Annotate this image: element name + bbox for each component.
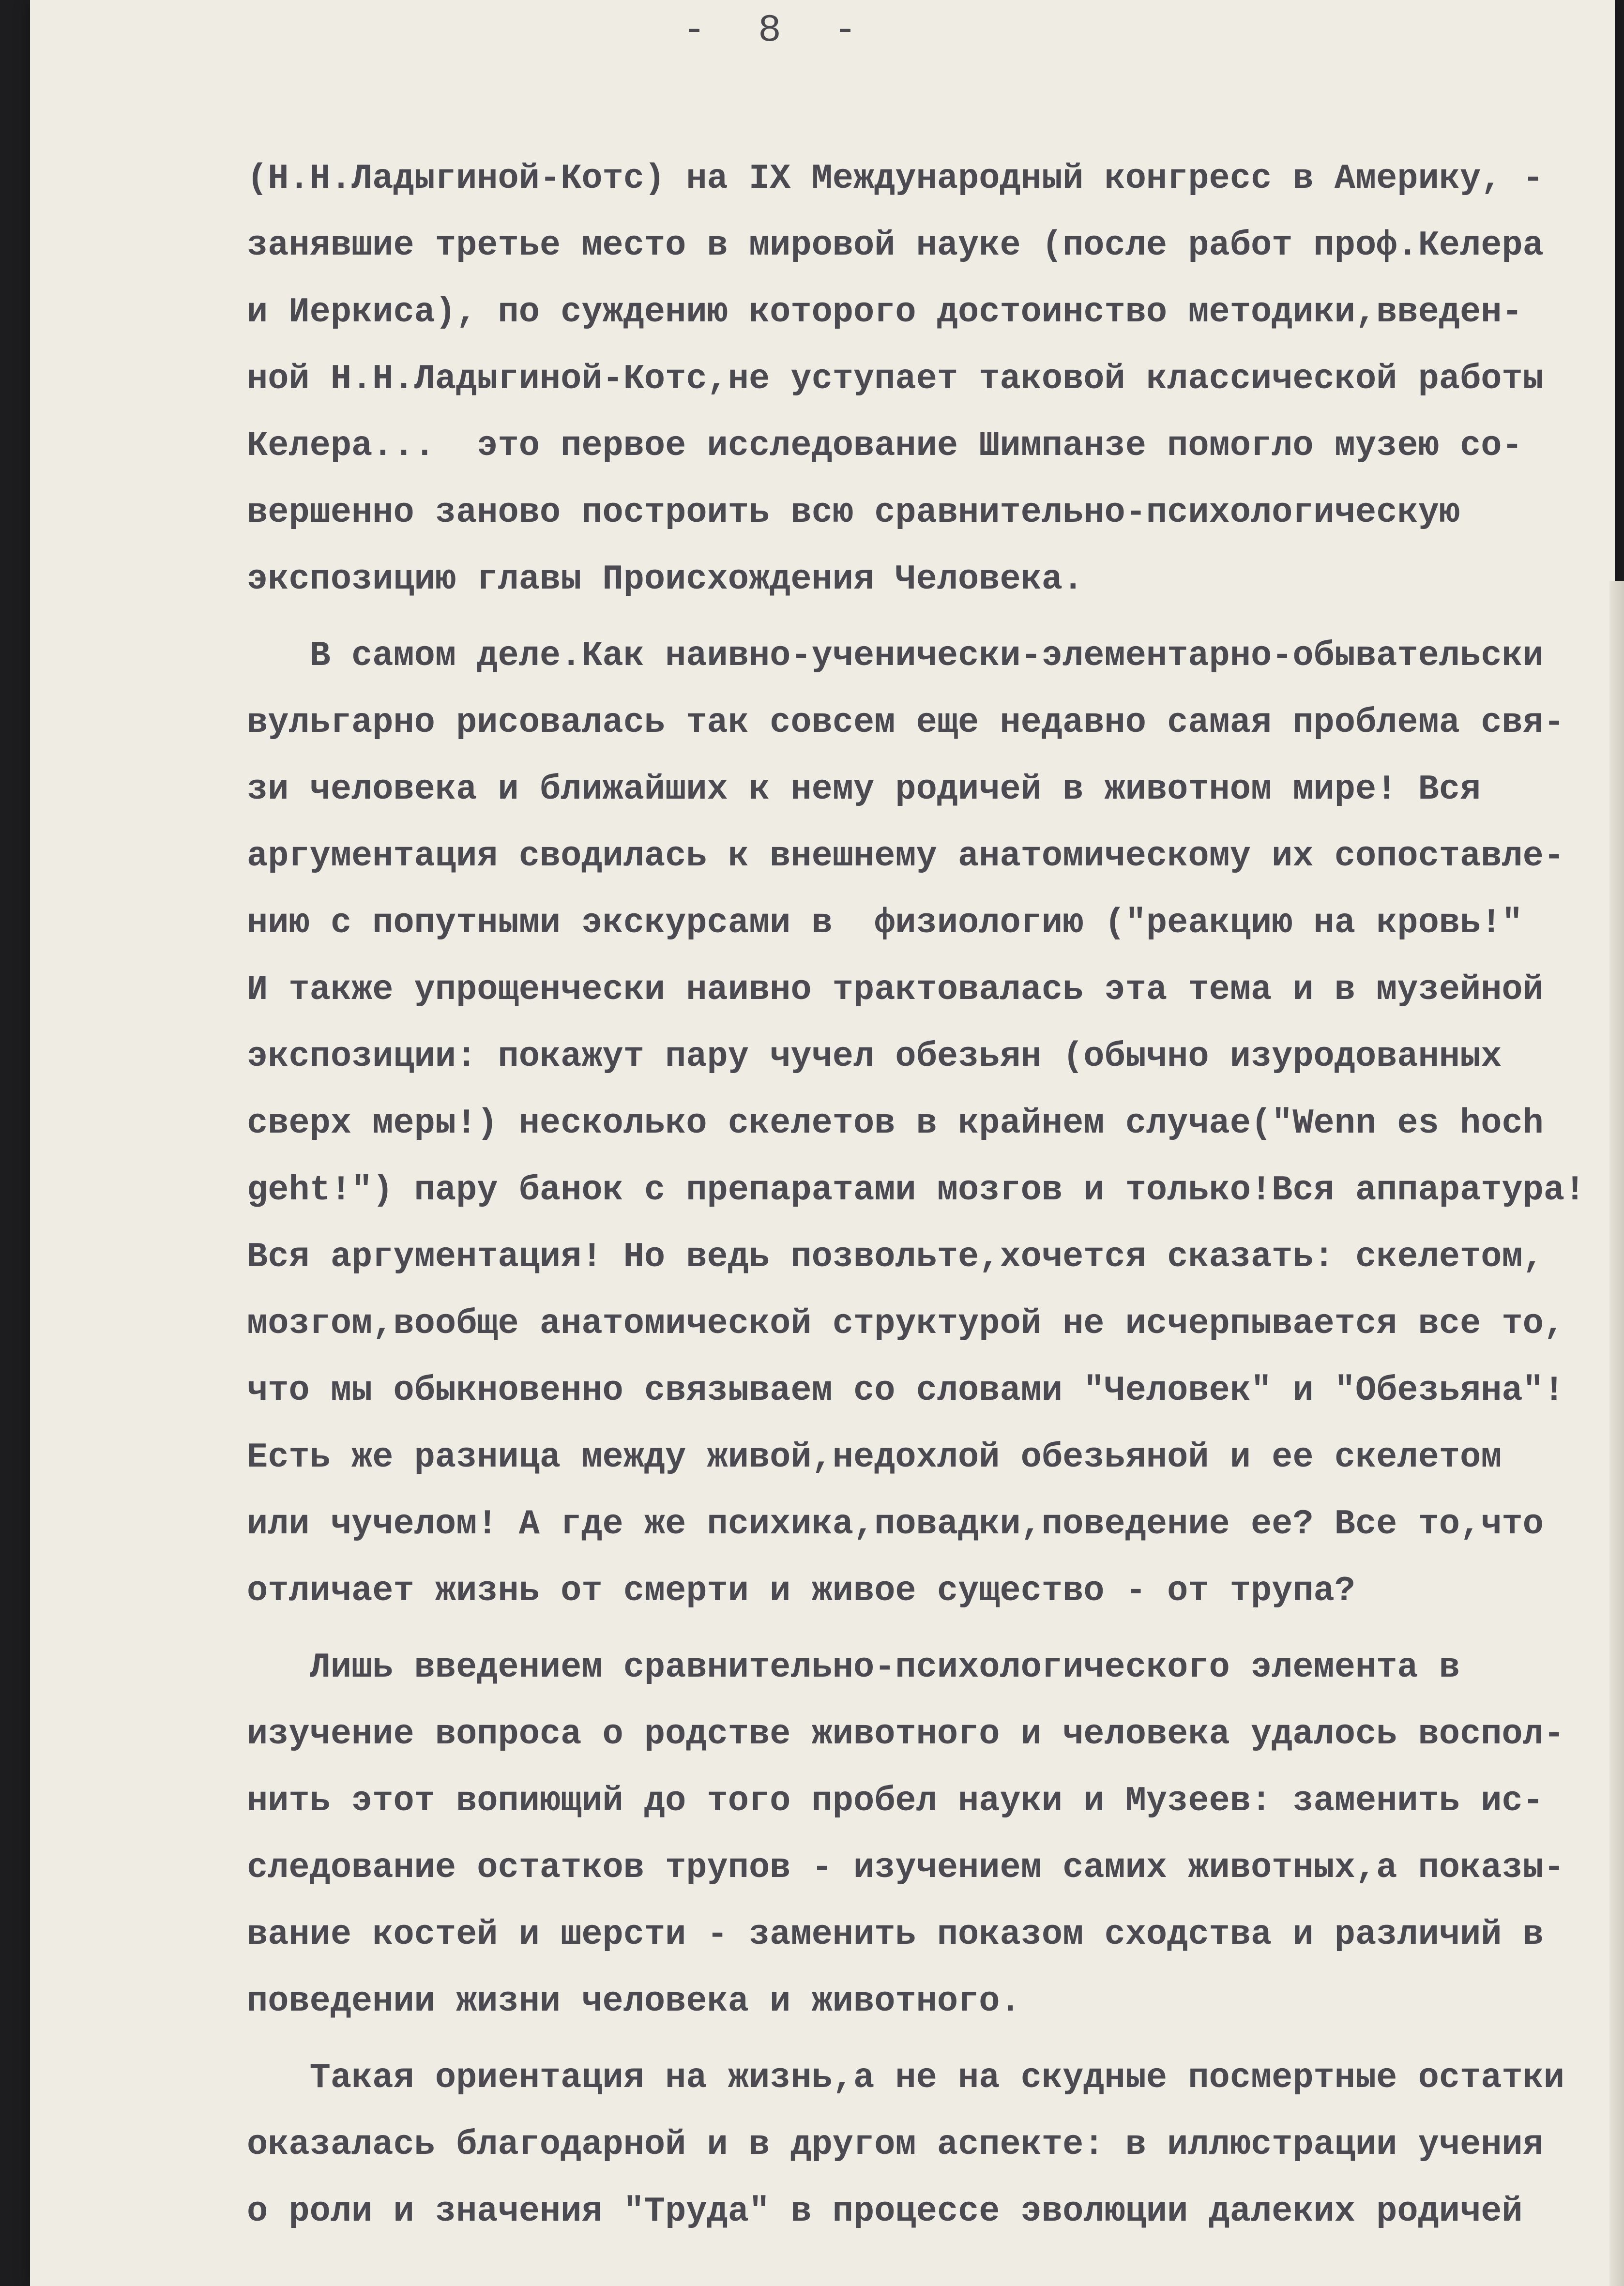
paragraph	[247, 622, 1612, 1624]
text-line: вершенно заново построить всю сравнительно-психологическую	[247, 493, 1460, 532]
text-line: Келера... это первое исследование Шимпанзе помогло музею со-	[247, 426, 1523, 466]
text-line: или чучелом! А где же психика,повадки,поведение ее? Все то,что	[247, 1504, 1544, 1544]
text-line: экспозицию главы Происхождения Человека.	[247, 560, 1084, 599]
paragraph-gap	[247, 1624, 1612, 1634]
text-line: geht!") пару банок с препаратами мозгов и только!Вся аппаратура!	[247, 1170, 1586, 1210]
text-line: аргументация сводилась к внешнему анатомическому их сопоставле-	[247, 836, 1565, 876]
text-line: В самом деле.Как наивно-ученически-элементарно-обывательски	[247, 636, 1544, 676]
paragraph-gap	[247, 613, 1612, 622]
text-line: поведении жизни человека и животного.	[247, 1982, 1021, 2021]
paragraph	[247, 1634, 1612, 2035]
text-line: И также упрощенчески наивно трактовалась эта тема и в музейной	[247, 970, 1544, 1010]
text-line: занявшие третье место в мировой науке (после работ проф.Келера	[247, 226, 1544, 265]
text-line: (Н.Н.Ладыгиной-Котс) на IX Международный конгресс в Америку, -	[247, 159, 1544, 198]
text-line: вание костей и шерсти - заменить показом сходства и различий в	[247, 1915, 1544, 1954]
paragraph-gap	[247, 2035, 1612, 2044]
text-line: что мы обыкновенно связываем со словами "Человек" и "Обезьяна"!	[247, 1371, 1565, 1410]
text-line: мозгом,вообще анатомической структурой не исчерпывается все то,	[247, 1304, 1565, 1344]
text-line: Есть же разница между живой,недохлой обезьяной и ее скелетом	[247, 1438, 1502, 1477]
text-line: экспозиции: покажут пару чучел обезьян (обычно изуродованных	[247, 1037, 1502, 1076]
text-line: ной Н.Н.Ладыгиной-Котс,не уступает таковой классической работы	[247, 359, 1544, 399]
text-line: нию с попутными экскурсами в физиологию ("реакцию на кровь!"	[247, 903, 1523, 943]
text-line: следование остатков трупов - изучением самих животных,а показы-	[247, 1848, 1565, 1888]
text-line: нить этот вопиющий до того пробел науки и Музеев: заменить ис-	[247, 1781, 1544, 1821]
text-line: Вся аргументация! Но ведь позвольте,хочется сказать: скелетом,	[247, 1237, 1544, 1277]
text-line: сверх меры!) несколько скелетов в крайнем случае("Wenn es hoch	[247, 1104, 1544, 1143]
text-line: о роли и значения "Труда" в процессе эволюции далеких родичей	[247, 2192, 1523, 2231]
page-number: - 8 -	[683, 9, 872, 53]
text-line: Лишь введением сравнительно-психологического элемента в	[247, 1648, 1460, 1687]
paragraph	[247, 2044, 1612, 2245]
text-line: и Иеркиса), по суждению которого достоинство методики,введен-	[247, 292, 1523, 332]
text-line: изучение вопроса о родстве животного и человека удалось воспол-	[247, 1714, 1565, 1754]
text-line: вульгарно рисовалась так совсем еще недавно самая проблема свя-	[247, 703, 1565, 742]
text-line: Такая ориентация на жизнь,а не на скудные посмертные остатки	[247, 2058, 1565, 2098]
paragraph	[247, 145, 1612, 613]
text-line: отличает жизнь от смерти и живое существо - от трупа?	[247, 1571, 1355, 1611]
text-line: оказалась благодарной и в другом аспекте: в иллюстрации учения	[247, 2125, 1544, 2165]
typewritten-text	[247, 145, 1612, 2245]
text-line: зи человека и ближайших к нему родичей в животном мире! Вся	[247, 770, 1481, 809]
